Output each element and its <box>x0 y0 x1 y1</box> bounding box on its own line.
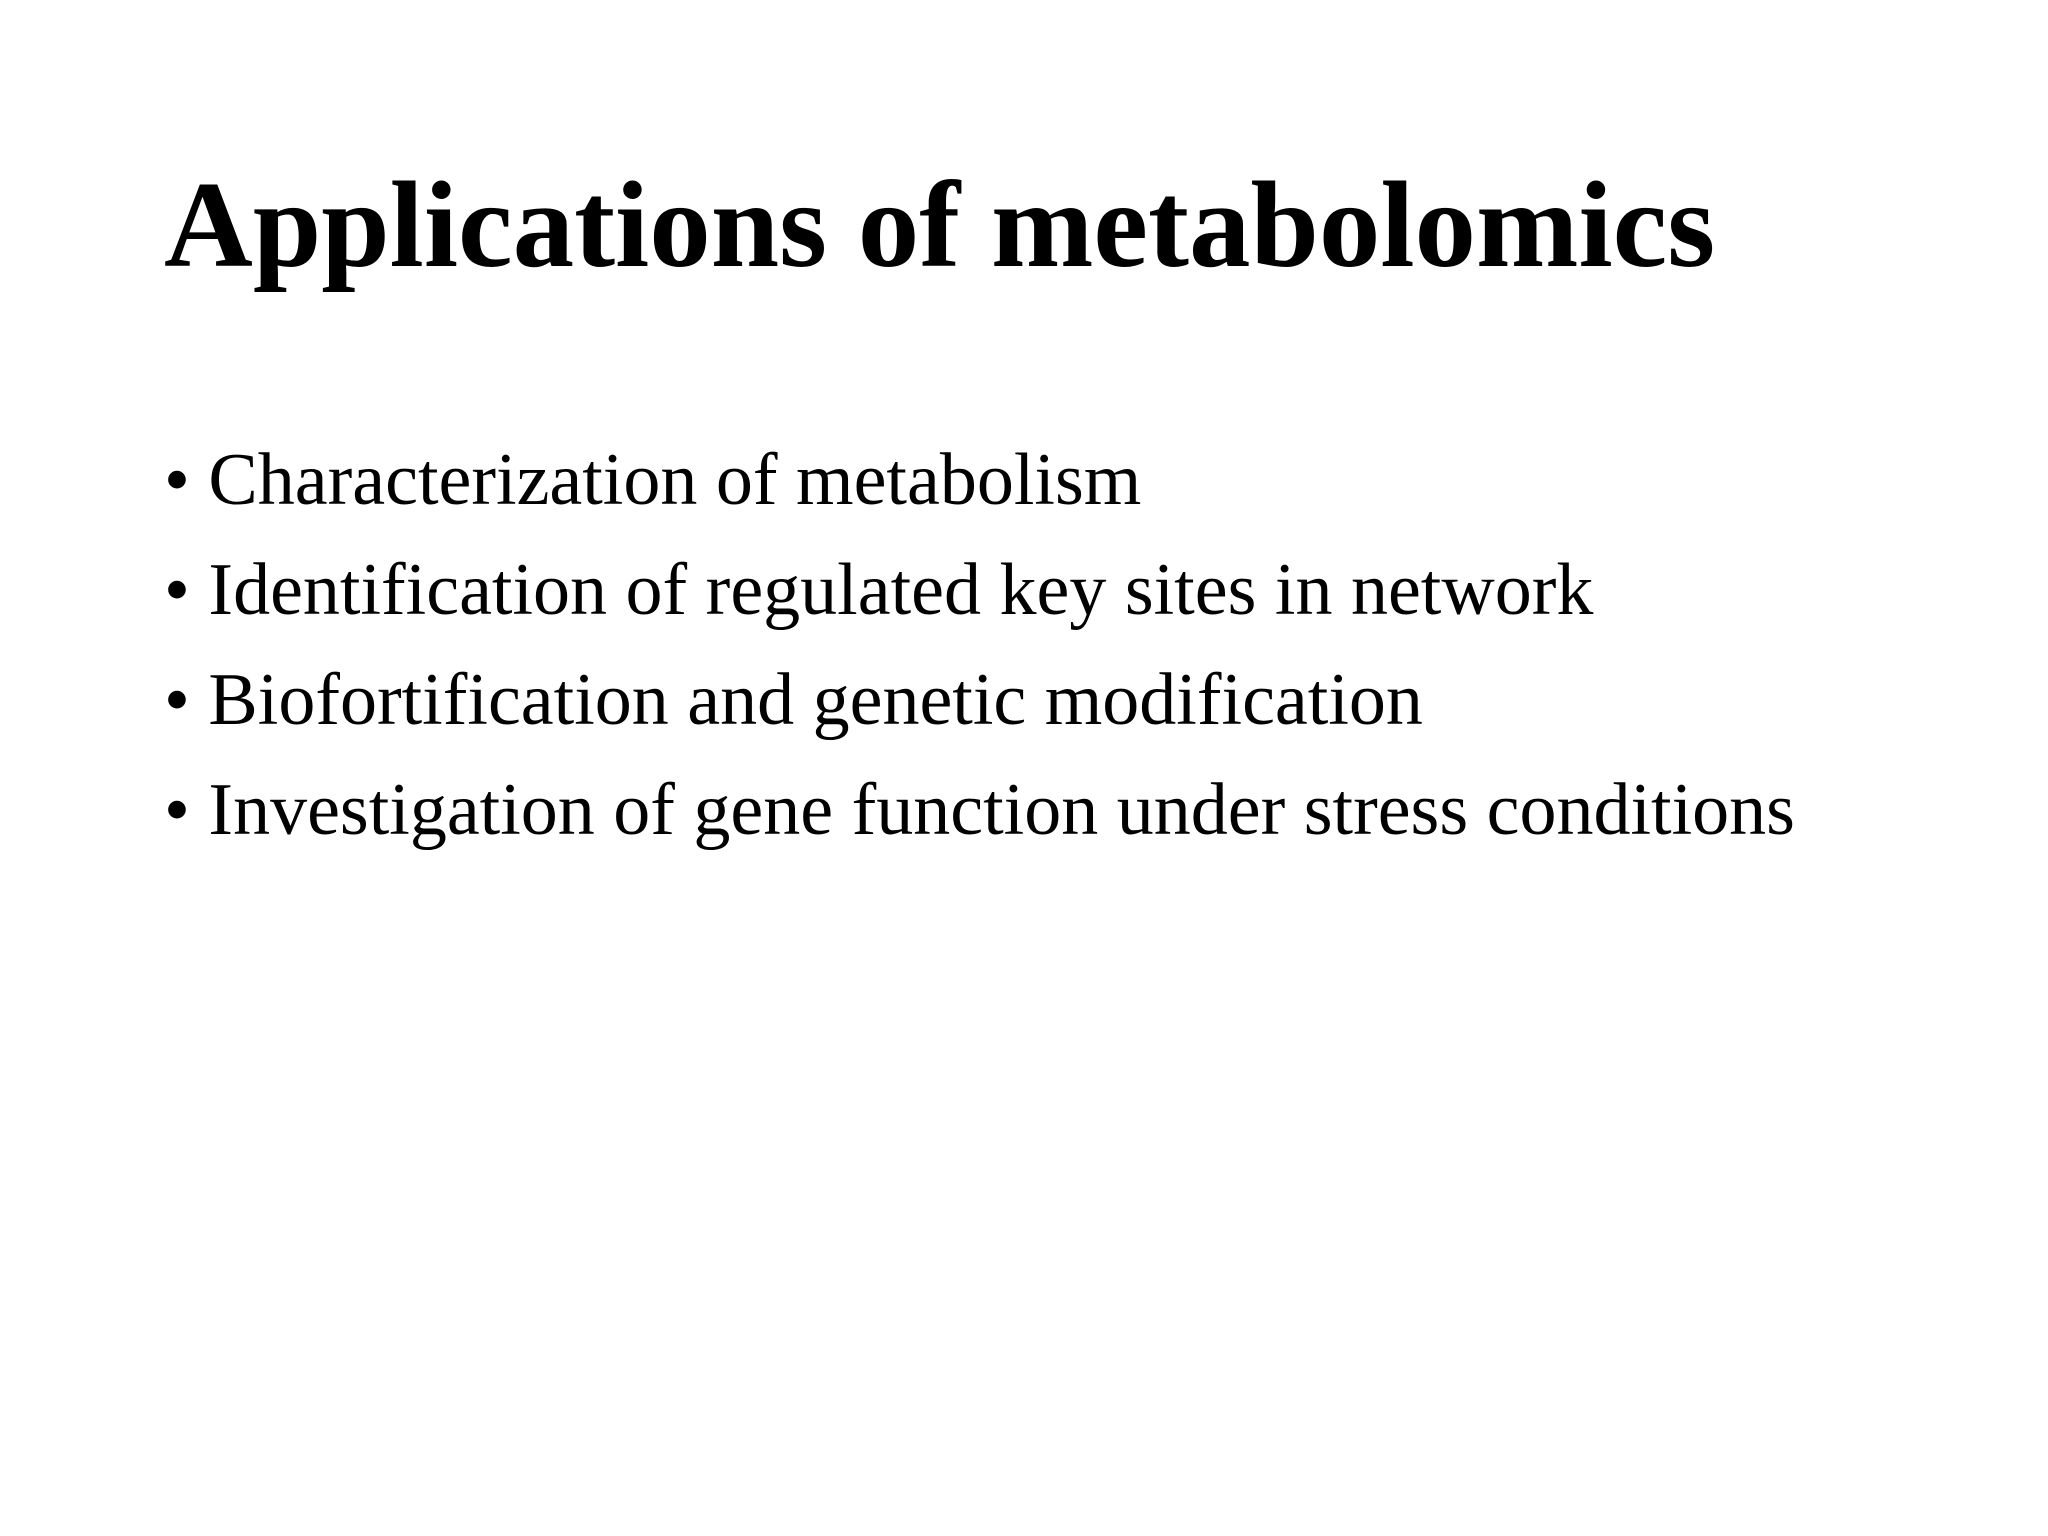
bullet-icon: • <box>164 769 190 851</box>
list-item <box>164 760 1924 860</box>
list-item <box>164 430 1924 530</box>
bullet-text: Identification of regulated key sites in network <box>208 549 1594 631</box>
bullet-text: Biofortification and genetic modification <box>208 659 1423 741</box>
list-item <box>164 650 1924 750</box>
list-item <box>164 540 1924 640</box>
bullet-text: Investigation of gene function under stress conditions <box>208 769 1795 851</box>
slide-title: Applications of metabolomics <box>164 156 1716 293</box>
bullet-icon: • <box>164 549 190 631</box>
bullet-text: Characterization of metabolism <box>208 439 1142 521</box>
bullet-icon: • <box>164 439 190 521</box>
bullet-list <box>164 430 1924 870</box>
bullet-icon: • <box>164 659 190 741</box>
